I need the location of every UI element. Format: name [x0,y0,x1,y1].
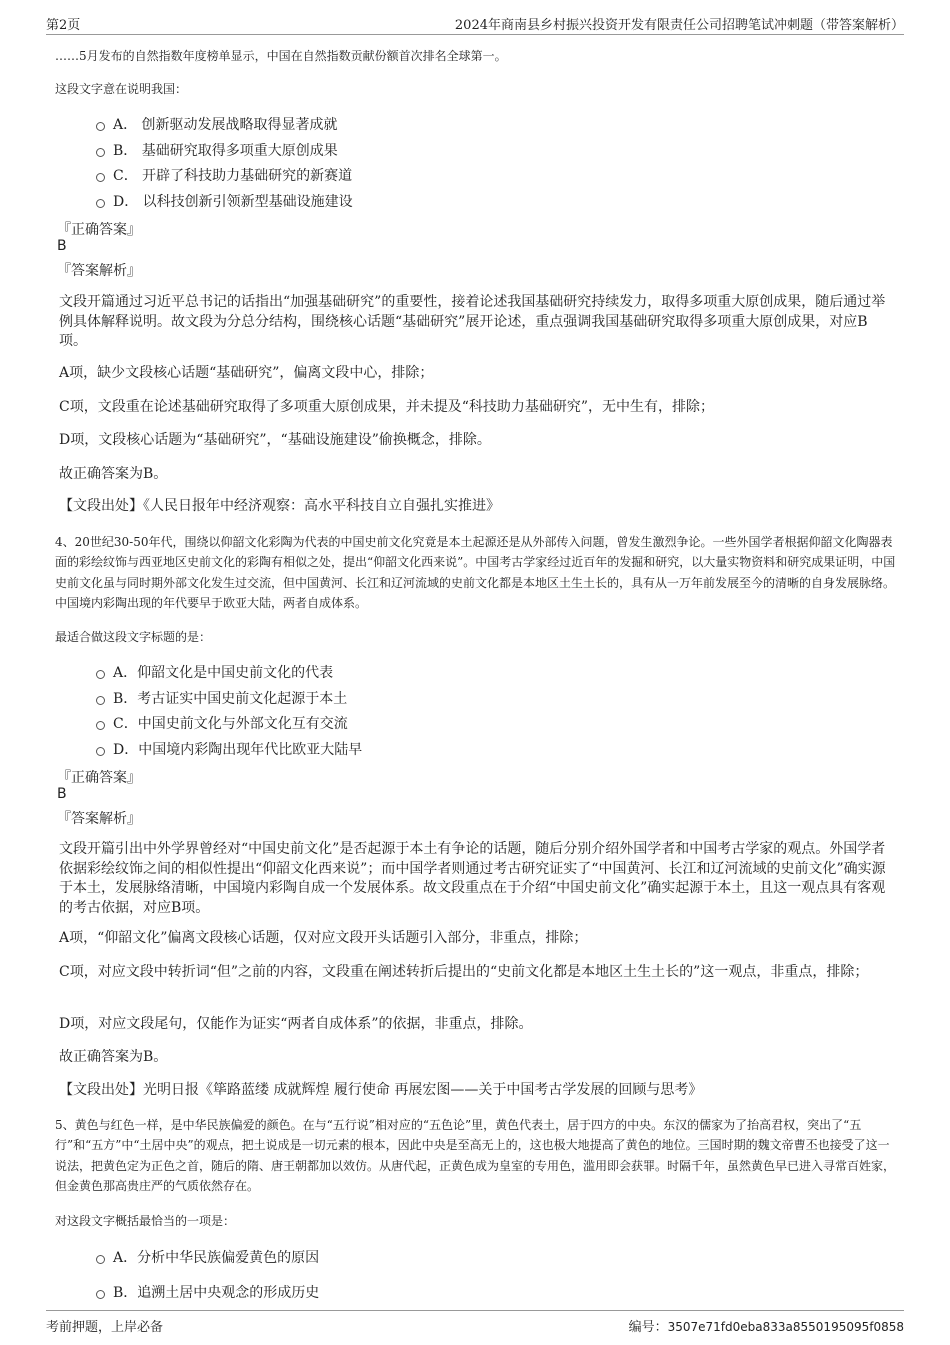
q4-option-c[interactable] [96,713,348,733]
option-label: B．追溯土居中央观念的形成历史 [113,1285,320,1301]
radio-icon[interactable] [96,747,105,756]
option-label: D． 以科技创新引领新型基础设施建设 [113,194,353,210]
q4-option-b[interactable] [96,688,347,708]
q3-conclusion: 故正确答案为B。 [59,466,168,482]
q4-passage: 4、20世纪30-50年代，围绕以仰韶文化彩陶为代表的中国史前文化究竟是本土起源还是从外部传入问题，曾发生激烈争论。一些外国学者根据仰韶文化陶器表面的彩绘纹饰与西亚地区史前文化的彩陶有相似之处，提出“仰韶文化西来说”。中国考古学家经过近百年的发掘和研究，以大量实物资料和研究成果证明，中国史前文化虽与同时期外部文化发生过交流，但中国黄河、长江和辽河流域的史前文化都是本地区土生土长的，具有从一万年前发展至今的清晰的自身发展脉络。中国境内彩陶出现的年代要早于欧亚大陆，两者自成体系。 [55,535,896,611]
radio-icon[interactable] [96,696,105,705]
radio-icon[interactable] [96,721,105,730]
page-footer [46,1310,904,1337]
radio-icon[interactable] [96,148,105,157]
q4-answer: B [57,786,67,802]
radio-icon[interactable] [96,670,105,679]
q4-analysis-a: A项，“仰韶文化”偏离文段核心话题，仅对应文段开头话题引入部分，非重点，排除； [59,930,588,946]
q3-option-b[interactable] [96,140,338,160]
option-label: B． 基础研究取得多项重大原创成果 [113,143,338,159]
page-number: 第2页 [46,18,81,33]
option-label: A．分析中华民族偏爱黄色的原因 [113,1250,320,1266]
q3-option-d[interactable] [96,191,353,211]
q4-option-a[interactable] [96,662,333,682]
document-code [629,1316,904,1335]
radio-icon[interactable] [96,1255,105,1264]
radio-icon[interactable] [96,122,105,131]
footer-slogan: 考前押题，上岸必备 [46,1320,164,1335]
q3-analysis-a: A项，缺少文段核心话题“基础研究”，偏离文段中心，排除； [59,365,434,381]
q5-question: 对这段文字概括最恰当的一项是： [55,1214,236,1228]
q3-option-c[interactable] [96,165,352,185]
q3-analysis-c: C项，文段重在论述基础研究取得了多项重大原创成果，并未提及“科技助力基础研究”，无中生有，排除； [59,399,715,415]
q4-option-d[interactable] [96,739,362,759]
q3-question: 这段文字意在说明我国： [55,82,188,96]
q4-source: 【文段出处】光明日报《筚路蓝缕 成就辉煌 履行使命 再展宏图——关于中国考古学发展的回顾与思考》 [59,1082,703,1098]
q3-analysis-main: 文段开篇通过习近平总书记的话指出“加强基础研究”的重要性，接着论述我国基础研究持续发力，取得多项重大原创成果，随后通过举例具体解释说明。故文段为分总分结构，围绕核心话题“基础研究”展开论述，重点强调我国基础研究取得多项重大原创成果，对应B项。 [59,294,886,349]
option-label: C． 开辟了科技助力基础研究的新赛道 [113,168,353,184]
q4-question: 最适合做这段文字标题的是： [55,630,212,644]
page-header [46,10,904,35]
q5-option-a[interactable] [96,1247,319,1267]
q4-analysis-c: C项，对应文段中转折词“但”之前的内容，文段重在阐述转折后提出的“史前文化都是本地区土生土长的”这一观点，非重点，排除； [59,964,869,980]
q5-option-b[interactable] [96,1282,319,1302]
option-label: D．中国境内彩陶出现年代比欧亚大陆早 [113,742,363,758]
q4-analysis-d: D项，对应文段尾句，仅能作为证实“两者自成体系”的依据，非重点，排除。 [59,1016,533,1032]
option-label: A． 创新驱动发展战略取得显著成就 [113,117,338,133]
radio-icon[interactable] [96,1290,105,1299]
option-label: C．中国史前文化与外部文化互有交流 [113,716,348,732]
code-label: 编号： [628,1320,668,1335]
q3-answer-tag: 『正确答案』 [57,222,141,238]
radio-icon[interactable] [96,173,105,182]
q3-analysis-d: D项，文段核心话题为“基础研究”，“基础设施建设”偷换概念，排除。 [59,432,491,448]
q3-option-a[interactable] [96,114,338,134]
radio-icon[interactable] [96,199,105,208]
option-label: A．仰韶文化是中国史前文化的代表 [113,665,334,681]
q3-passage-tail: ……5月发布的自然指数年度榜单显示，中国在自然指数贡献份额首次排名全球第一。 [55,49,507,63]
q3-analysis-tag: 『答案解析』 [57,263,141,279]
q4-answer-tag: 『正确答案』 [57,770,141,786]
option-label: B．考古证实中国史前文化起源于本土 [113,691,348,707]
q3-source: 【文段出处】《人民日报年中经济观察：高水平科技自立自强扎实推进》 [59,498,500,514]
q5-passage: 5、黄色与红色一样，是中华民族偏爱的颜色。在与“五行说”相对应的“五色论”里，黄色代表土，居于四方的中央。东汉的儒家为了抬高君权，突出了“五行”和“五方”中“土居中央”的观点，把土说成是一切元素的根本，因此中央是至高无上的，这也极大地提高了黄色的地位。三国时期的魏文帝曹丕也接受了这一说法，把黄色定为正色之首，随后的隋、唐王朝都加以效仿。从唐代起，正黄色成为皇室的专用色，滥用即会获罪。时隔千年，虽然黄色早已进入寻常百姓家，但金黄色那高贵庄严的气质依然存在。 [55,1118,896,1194]
document-title: 2024年商南县乡村振兴投资开发有限责任公司招聘笔试冲刺题（带答案解析） [454,18,904,33]
q4-conclusion: 故正确答案为B。 [59,1049,168,1065]
code-value: 3507e71fd0eba833a8550195095f0858 [667,1320,904,1334]
q3-answer: B [57,238,67,254]
q4-analysis-main: 文段开篇引出中外学界曾经对“中国史前文化”是否起源于本土有争论的话题，随后分别介绍外国学者和中国考古学家的观点。外国学者依据彩绘纹饰之间的相似性提出“仰韶文化西来说”；而中国学者则通过考古研究证实了“中国黄河、长江和辽河流域的史前文化”确实源于本土，发展脉络清晰，中国境内彩陶自成一个发展体系。故文段重点在于介绍“中国史前文化”确实起源于本土，且这一观点具有客观的考古依据，对应B项。 [59,841,886,916]
q4-analysis-tag: 『答案解析』 [57,811,141,827]
